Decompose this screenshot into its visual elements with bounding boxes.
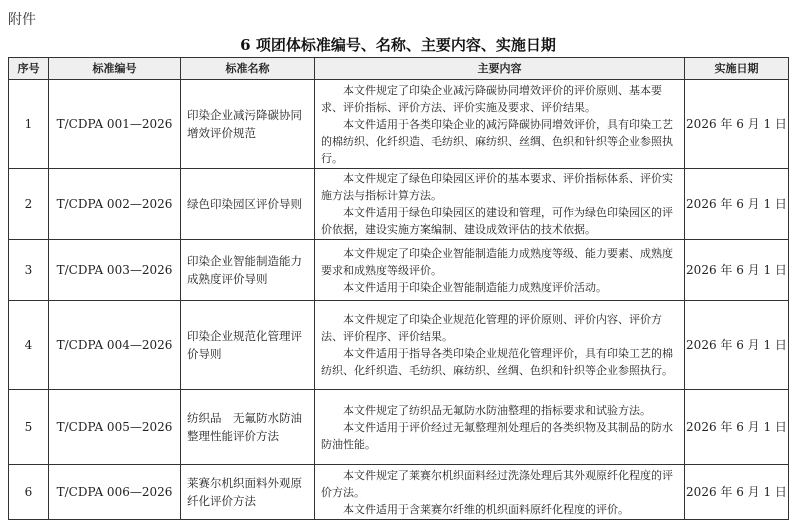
table-row	[9, 169, 789, 240]
cell-name: 印染企业规范化管理评价导则	[181, 301, 315, 390]
content-paragraph: 本文件规定了印染企业智能制造能力成熟度等级、能力要素、成熟度要求和成熟度等级评价。	[321, 246, 673, 277]
cell-code: T/CDPA 004—2026	[49, 301, 181, 390]
cell-name: 绿色印染园区评价导则	[181, 169, 315, 240]
cell-date: 2026 年 6 月 1 日	[685, 169, 789, 240]
cell-name: 莱赛尔机织面料外观原纤化评价方法	[181, 465, 315, 520]
content-paragraph: 本文件适用于指导各类印染企业规范化管理评价，具有印染工艺的棉纺织、化纤织造、毛纺织、麻纺织、丝绸、色织和针织等企业参照执行。	[321, 347, 673, 377]
page-title: 6 项团体标准编号、名称、主要内容、实施日期	[240, 36, 556, 54]
content-paragraph: 本文件规定了莱赛尔机织面料经过洗涤处理后其外观原纤化程度的评价方法。	[321, 468, 673, 499]
cell-content	[315, 169, 685, 240]
content-paragraph: 本文件适用于各类印染企业的减污降碳协同增效评价，具有印染工艺的棉纺织、化纤织造、毛纺织、麻纺织、丝绸、色织和针织等企业参照执行。	[321, 117, 673, 165]
cell-date: 2026 年 6 月 1 日	[685, 390, 789, 465]
cell-content	[315, 240, 685, 301]
cell-name: 印染企业智能制造能力成熟度评价导则	[181, 240, 315, 301]
table-row	[9, 465, 789, 520]
cell-date: 2026 年 6 月 1 日	[685, 240, 789, 301]
cell-code: T/CDPA 002—2026	[49, 169, 181, 240]
cell-content	[315, 80, 685, 169]
header-seq: 序号	[9, 58, 49, 80]
cell-date: 2026 年 6 月 1 日	[685, 465, 789, 520]
cell-code: T/CDPA 006—2026	[49, 465, 181, 520]
content-paragraph: 本文件适用于印染企业智能制造能力成熟度评价活动。	[343, 280, 607, 294]
annex-label: 附件	[8, 12, 36, 28]
header-content: 主要内容	[315, 58, 685, 80]
cell-content	[315, 301, 685, 390]
table-row	[9, 390, 789, 465]
content-paragraph: 本文件规定了绿色印染园区评价的基本要求、评价指标体系、评价实施方法与指标计算方法。	[321, 172, 673, 202]
cell-seq: 5	[9, 390, 49, 465]
cell-seq: 3	[9, 240, 49, 301]
header-code: 标准编号	[49, 58, 181, 80]
cell-name: 印染企业减污降碳协同增效评价规范	[181, 80, 315, 169]
cell-content	[315, 465, 685, 520]
header-name: 标准名称	[181, 58, 315, 80]
cell-seq: 1	[9, 80, 49, 169]
standards-table	[8, 57, 789, 520]
cell-code: T/CDPA 003—2026	[49, 240, 181, 301]
content-paragraph: 本文件规定了纺织品无氟防水防油整理的指标要求和试验方法。	[343, 403, 651, 417]
cell-content	[315, 390, 685, 465]
table-row	[9, 80, 789, 169]
content-paragraph: 本文件规定了印染企业规范化管理的评价原则、评价内容、评价方法、评价程序、评价结果。	[321, 313, 662, 343]
cell-seq: 6	[9, 465, 49, 520]
content-paragraph: 本文件规定了印染企业减污降碳协同增效评价的评价原则、基本要求、评价指标、评价方法、评价实施及要求、评价结果。	[321, 83, 662, 114]
cell-code: T/CDPA 001—2026	[49, 80, 181, 169]
cell-name: 纺织品 无氟防水防油整理性能评价方法	[181, 390, 315, 465]
content-paragraph: 本文件适用于评价经过无氟整理剂处理后的各类织物及其制品的防水防油性能。	[321, 420, 673, 451]
table-row	[9, 301, 789, 390]
cell-date: 2026 年 6 月 1 日	[685, 301, 789, 390]
cell-code: T/CDPA 005—2026	[49, 390, 181, 465]
table-row	[9, 240, 789, 301]
content-paragraph: 本文件适用于绿色印染园区的建设和管理，可作为绿色印染园区的评价依据，建设实施方案编制、建设成效评估的技术依据。	[321, 206, 673, 236]
cell-date: 2026 年 6 月 1 日	[685, 80, 789, 169]
cell-seq: 2	[9, 169, 49, 240]
content-paragraph: 本文件适用于含莱赛尔纤维的机织面料原纤化程度的评价。	[343, 502, 629, 516]
table-header-row	[9, 58, 789, 80]
cell-seq: 4	[9, 301, 49, 390]
header-date: 实施日期	[685, 58, 789, 80]
